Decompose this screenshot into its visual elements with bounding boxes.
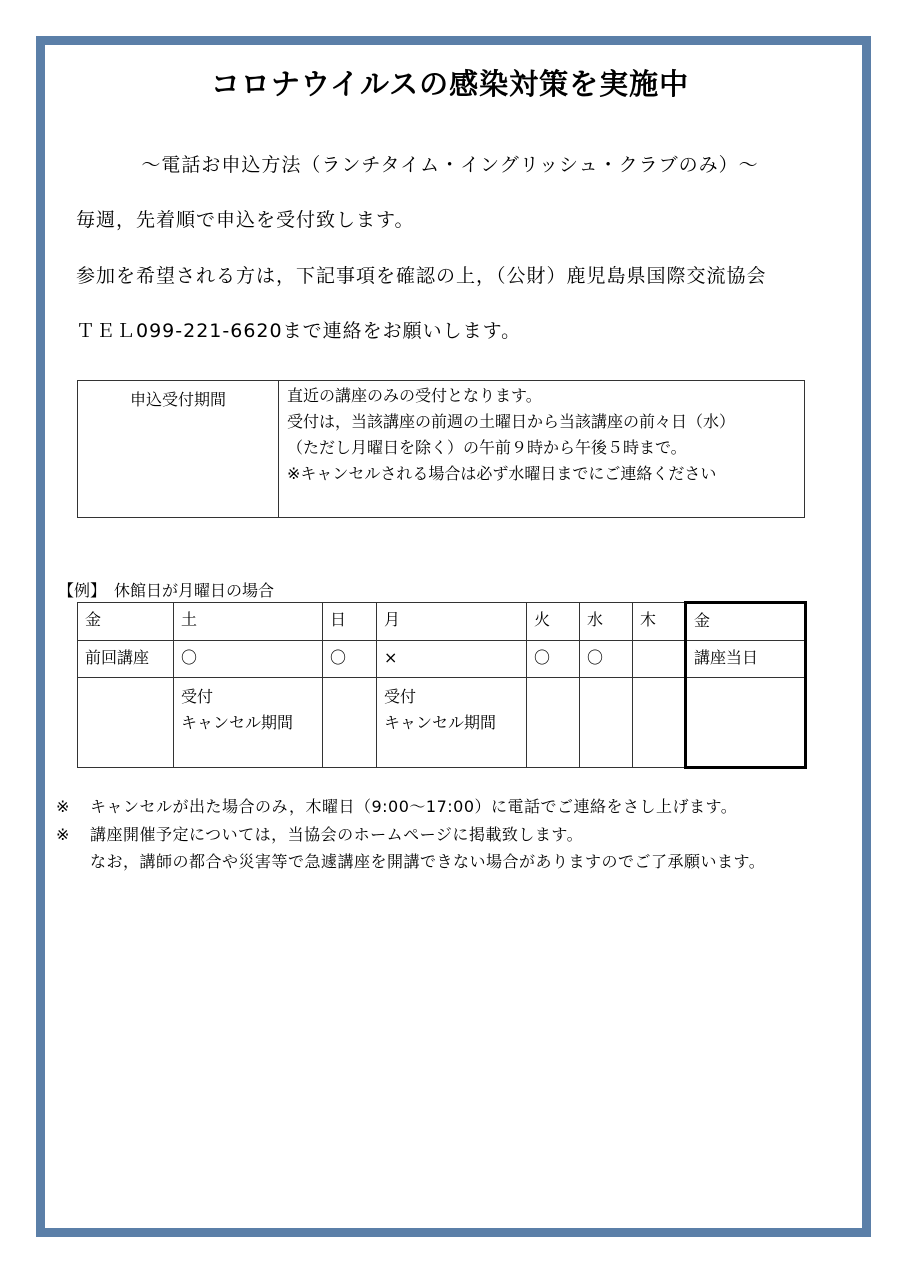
- day-cell: 水: [580, 603, 633, 641]
- example-table: [77, 601, 807, 769]
- status-cell: 〇: [174, 641, 323, 678]
- info-line: ※キャンセルされる場合は必ず水曜日までにご連絡ください: [287, 464, 717, 483]
- info-table: [77, 380, 805, 518]
- note-mark: ※: [56, 825, 70, 844]
- note-1: [56, 794, 737, 817]
- table-row: [78, 603, 806, 641]
- status-cell: 前回講座: [78, 641, 174, 678]
- period-cell: [580, 678, 633, 768]
- day-cell: 日: [323, 603, 377, 641]
- info-line: （ただし月曜日を除く）の午前９時から午後５時まで。: [287, 438, 687, 457]
- note-mark: ※: [56, 797, 70, 816]
- day-cell: 金: [78, 603, 174, 641]
- cancel-period-label: キャンセル期間: [181, 713, 294, 732]
- period-cell: [174, 678, 323, 768]
- table-row: [78, 678, 806, 768]
- intro-line-2: 参加を希望される方は，下記事項を確認の上，（公財）鹿児島県国際交流協会: [76, 265, 767, 287]
- info-body: [279, 381, 805, 518]
- period-cell: [377, 678, 527, 768]
- note-3: [56, 849, 765, 872]
- day-cell: 木: [633, 603, 686, 641]
- subtitle: ～電話お申込方法（ランチタイム・イングリッシュ・クラブのみ）～: [141, 154, 759, 176]
- intro-line-1: 毎週，先着順で申込を受付致します。: [76, 209, 415, 231]
- period-cell: [78, 678, 174, 768]
- status-cell: 〇: [323, 641, 377, 678]
- reception-label: 受付: [181, 687, 214, 706]
- cancel-period-label: キャンセル期間: [384, 713, 497, 732]
- status-cell: ×: [377, 641, 527, 678]
- info-line: 直近の講座のみの受付となります。: [287, 386, 542, 405]
- day-cell: 火: [527, 603, 580, 641]
- page-title: コロナウイルスの感染対策を実施中: [210, 67, 690, 101]
- info-header: 申込受付期間: [78, 381, 279, 518]
- note-2: [56, 822, 583, 845]
- info-line: 受付は，当該講座の前週の土曜日から当該講座の前々日（水）: [287, 412, 736, 431]
- status-cell: 〇: [580, 641, 633, 678]
- note-text: キャンセルが出た場合のみ，木曜日（9:00～17:00）に電話でご連絡をさし上げます。: [90, 797, 738, 816]
- example-label: 【例】 休館日が月曜日の場合: [58, 581, 275, 600]
- note-text: 講座開催予定については，当協会のホームページに掲載致します。: [90, 825, 584, 844]
- period-cell: [323, 678, 377, 768]
- reception-label: 受付: [384, 687, 417, 706]
- note-text: なお，講師の都合や災害等で急遽講座を開講できない場合がありますのでご了承願います。: [90, 852, 766, 871]
- period-cell-today: [686, 678, 806, 768]
- day-cell: 月: [377, 603, 527, 641]
- day-cell: 土: [174, 603, 323, 641]
- table-row: [78, 641, 806, 678]
- status-cell: [633, 641, 686, 678]
- status-cell-today: 講座当日: [686, 641, 806, 678]
- period-cell: [633, 678, 686, 768]
- period-cell: [527, 678, 580, 768]
- intro-line-3: ＴＥＬ099-221-6620まで連絡をお願いします。: [76, 320, 522, 342]
- day-cell-today: 金: [686, 603, 806, 641]
- status-cell: 〇: [527, 641, 580, 678]
